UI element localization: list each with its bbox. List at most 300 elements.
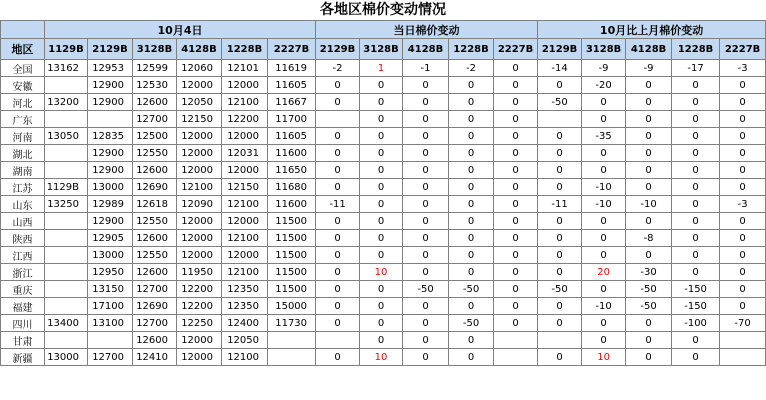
price-cell: 12101 bbox=[222, 60, 268, 77]
day-change-col-header: 2227B bbox=[494, 39, 538, 60]
month-change-cell: 0 bbox=[672, 196, 720, 213]
month-change-cell: -8 bbox=[626, 230, 672, 247]
month-change-cell: 0 bbox=[720, 213, 766, 230]
price-cell: 12900 bbox=[88, 94, 133, 111]
table-row bbox=[1, 145, 766, 162]
day-change-cell: 0 bbox=[449, 128, 494, 145]
table-row bbox=[1, 213, 766, 230]
month-change-cell: 0 bbox=[538, 77, 582, 94]
region-cell: 四川 bbox=[1, 315, 45, 332]
price-cell: 12100 bbox=[177, 179, 222, 196]
month-change-cell: 0 bbox=[720, 94, 766, 111]
day-change-cell: 0 bbox=[449, 94, 494, 111]
month-change-cell: 0 bbox=[626, 77, 672, 94]
price-cell: 12410 bbox=[133, 349, 177, 366]
price-cell: 13100 bbox=[88, 315, 133, 332]
table-row bbox=[1, 179, 766, 196]
table-row bbox=[1, 77, 766, 94]
day-change-cell: 0 bbox=[316, 281, 360, 298]
price-cell: 12090 bbox=[177, 196, 222, 213]
price-cell: 11500 bbox=[268, 264, 316, 281]
day-change-col-header: 2129B bbox=[316, 39, 360, 60]
month-change-cell: 0 bbox=[672, 230, 720, 247]
price-cell bbox=[268, 332, 316, 349]
region-cell: 江西 bbox=[1, 247, 45, 264]
month-change-cell: 0 bbox=[672, 77, 720, 94]
price-cell: 12000 bbox=[222, 213, 268, 230]
day-change-cell: 0 bbox=[403, 128, 449, 145]
day-change-cell: 0 bbox=[316, 77, 360, 94]
day-change-cell: 0 bbox=[316, 213, 360, 230]
price-cell: 11605 bbox=[268, 77, 316, 94]
day-change-cell: 0 bbox=[316, 162, 360, 179]
price-cell: 11500 bbox=[268, 281, 316, 298]
day-change-cell: 0 bbox=[494, 179, 538, 196]
month-change-cell: 0 bbox=[672, 111, 720, 128]
price-cell: 12500 bbox=[133, 128, 177, 145]
table-row bbox=[1, 128, 766, 145]
month-change-cell: -50 bbox=[538, 94, 582, 111]
day-change-cell: 0 bbox=[360, 179, 403, 196]
month-change-cell: 0 bbox=[538, 247, 582, 264]
price-table bbox=[0, 20, 766, 366]
table-row bbox=[1, 298, 766, 315]
price-cell: 12700 bbox=[133, 111, 177, 128]
day-change-cell: 0 bbox=[360, 145, 403, 162]
month-change-cell: 0 bbox=[720, 179, 766, 196]
month-change-cell: 0 bbox=[538, 298, 582, 315]
price-cell: 12000 bbox=[177, 77, 222, 94]
region-cell: 陕西 bbox=[1, 230, 45, 247]
month-change-cell bbox=[720, 349, 766, 366]
day-change-cell bbox=[494, 349, 538, 366]
month-change-cell: 0 bbox=[672, 213, 720, 230]
day-change-cell: 0 bbox=[494, 145, 538, 162]
month-change-cell bbox=[538, 111, 582, 128]
day-change-cell: -2 bbox=[316, 60, 360, 77]
month-change-cell: 0 bbox=[582, 111, 626, 128]
day-change-cell: 0 bbox=[494, 315, 538, 332]
price-cell: 12000 bbox=[177, 162, 222, 179]
region-cell: 湖南 bbox=[1, 162, 45, 179]
price-cell: 12000 bbox=[177, 230, 222, 247]
price-col-header: 2129B bbox=[88, 39, 133, 60]
month-change-cell: 0 bbox=[672, 179, 720, 196]
day-change-cell: 0 bbox=[316, 315, 360, 332]
month-change-cell: -11 bbox=[538, 196, 582, 213]
month-change-cell: 0 bbox=[626, 213, 672, 230]
day-change-cell: 0 bbox=[360, 332, 403, 349]
day-change-cell: 0 bbox=[316, 349, 360, 366]
price-cell: 12900 bbox=[88, 145, 133, 162]
month-change-cell: -17 bbox=[672, 60, 720, 77]
price-cell: 11600 bbox=[268, 145, 316, 162]
month-change-cell: 0 bbox=[538, 349, 582, 366]
price-cell: 12050 bbox=[222, 332, 268, 349]
price-cell: 12600 bbox=[133, 264, 177, 281]
day-change-cell: 0 bbox=[360, 111, 403, 128]
price-cell: 12000 bbox=[222, 77, 268, 94]
price-cell: 12900 bbox=[88, 213, 133, 230]
price-cell bbox=[45, 264, 88, 281]
month-change-cell: -10 bbox=[582, 179, 626, 196]
price-cell: 12618 bbox=[133, 196, 177, 213]
price-cell: 13000 bbox=[88, 247, 133, 264]
day-change-cell: -1 bbox=[403, 60, 449, 77]
price-cell: 11600 bbox=[268, 196, 316, 213]
price-cell: 12150 bbox=[222, 179, 268, 196]
month-change-cell: -150 bbox=[672, 298, 720, 315]
month-change-cell: 0 bbox=[672, 162, 720, 179]
month-change-col-header: 3128B bbox=[582, 39, 626, 60]
table-row bbox=[1, 111, 766, 128]
header-blank bbox=[1, 21, 45, 39]
price-cell: 12060 bbox=[177, 60, 222, 77]
month-change-cell: 0 bbox=[672, 264, 720, 281]
month-change-cell: -70 bbox=[720, 315, 766, 332]
price-cell: 11605 bbox=[268, 128, 316, 145]
price-cell: 12031 bbox=[222, 145, 268, 162]
month-change-cell: 0 bbox=[626, 162, 672, 179]
month-change-cell: -3 bbox=[720, 60, 766, 77]
day-change-cell: 0 bbox=[316, 94, 360, 111]
price-cell: 12550 bbox=[133, 247, 177, 264]
month-change-cell: 0 bbox=[626, 179, 672, 196]
price-col-header: 1129B bbox=[45, 39, 88, 60]
header-row-groups bbox=[1, 21, 766, 39]
month-change-cell: 0 bbox=[538, 230, 582, 247]
table-row bbox=[1, 196, 766, 213]
header-row-columns bbox=[1, 39, 766, 60]
price-cell: 12100 bbox=[222, 230, 268, 247]
day-change-cell: 10 bbox=[360, 264, 403, 281]
price-cell: 12900 bbox=[88, 77, 133, 94]
day-change-cell: 0 bbox=[494, 111, 538, 128]
day-change-cell: 0 bbox=[449, 213, 494, 230]
month-change-col-header: 4128B bbox=[626, 39, 672, 60]
price-cell: 12700 bbox=[88, 349, 133, 366]
price-cell: 13162 bbox=[45, 60, 88, 77]
price-cell: 1129B bbox=[45, 179, 88, 196]
price-cell bbox=[88, 332, 133, 349]
month-change-col-header: 1228B bbox=[672, 39, 720, 60]
price-cell bbox=[45, 247, 88, 264]
day-change-cell: 0 bbox=[360, 247, 403, 264]
price-cell: 12100 bbox=[222, 264, 268, 281]
month-change-cell: -35 bbox=[582, 128, 626, 145]
month-change-cell: -150 bbox=[672, 281, 720, 298]
month-change-cell: 0 bbox=[720, 264, 766, 281]
month-change-col-header: 2227B bbox=[720, 39, 766, 60]
price-cell: 12900 bbox=[88, 162, 133, 179]
month-change-cell: 0 bbox=[626, 111, 672, 128]
price-cell: 12050 bbox=[177, 94, 222, 111]
table-row bbox=[1, 94, 766, 111]
day-change-cell: 0 bbox=[403, 179, 449, 196]
day-change-cell: 0 bbox=[360, 315, 403, 332]
price-cell: 11680 bbox=[268, 179, 316, 196]
month-change-cell: -20 bbox=[582, 77, 626, 94]
price-cell bbox=[268, 349, 316, 366]
table-row bbox=[1, 281, 766, 298]
price-cell: 12700 bbox=[133, 281, 177, 298]
price-cell: 13000 bbox=[88, 179, 133, 196]
day-change-cell: 0 bbox=[403, 111, 449, 128]
day-change-cell: 0 bbox=[316, 128, 360, 145]
table-row bbox=[1, 162, 766, 179]
day-change-cell: 0 bbox=[449, 162, 494, 179]
day-change-cell: 0 bbox=[449, 111, 494, 128]
day-change-cell: 0 bbox=[403, 315, 449, 332]
day-change-cell: 0 bbox=[360, 298, 403, 315]
price-cell bbox=[45, 298, 88, 315]
month-change-cell: -14 bbox=[538, 60, 582, 77]
price-cell: 12690 bbox=[133, 179, 177, 196]
day-change-cell: 0 bbox=[449, 247, 494, 264]
month-change-cell: 0 bbox=[720, 298, 766, 315]
day-change-cell: 0 bbox=[494, 213, 538, 230]
month-change-cell: 0 bbox=[720, 111, 766, 128]
price-cell: 12150 bbox=[177, 111, 222, 128]
price-cell: 11730 bbox=[268, 315, 316, 332]
day-change-cell: 0 bbox=[494, 60, 538, 77]
price-col-header: 1228B bbox=[222, 39, 268, 60]
price-col-header: 2227B bbox=[268, 39, 316, 60]
price-cell: 12000 bbox=[177, 128, 222, 145]
price-cell: 13000 bbox=[45, 349, 88, 366]
group-day-change-header: 当日棉价变动 bbox=[316, 21, 538, 39]
price-cell: 11667 bbox=[268, 94, 316, 111]
price-cell: 15000 bbox=[268, 298, 316, 315]
region-cell: 全国 bbox=[1, 60, 45, 77]
price-cell: 12000 bbox=[177, 145, 222, 162]
month-change-cell: 10 bbox=[582, 349, 626, 366]
month-change-cell: 0 bbox=[720, 281, 766, 298]
price-cell: 12350 bbox=[222, 298, 268, 315]
price-cell: 12200 bbox=[177, 281, 222, 298]
day-change-cell: 0 bbox=[449, 349, 494, 366]
month-change-cell: -9 bbox=[582, 60, 626, 77]
table-row bbox=[1, 315, 766, 332]
region-cell: 福建 bbox=[1, 298, 45, 315]
day-change-cell: 0 bbox=[316, 145, 360, 162]
month-change-cell bbox=[720, 332, 766, 349]
price-cell: 12350 bbox=[222, 281, 268, 298]
day-change-cell: -50 bbox=[449, 315, 494, 332]
month-change-cell: 0 bbox=[720, 77, 766, 94]
day-change-col-header: 4128B bbox=[403, 39, 449, 60]
table-row bbox=[1, 247, 766, 264]
month-change-cell: 0 bbox=[582, 145, 626, 162]
day-change-cell bbox=[494, 332, 538, 349]
day-change-cell: 0 bbox=[494, 77, 538, 94]
price-cell: 12599 bbox=[133, 60, 177, 77]
price-cell bbox=[88, 111, 133, 128]
day-change-cell: 0 bbox=[403, 77, 449, 94]
table-row bbox=[1, 60, 766, 77]
price-cell: 12100 bbox=[222, 196, 268, 213]
month-change-cell: 0 bbox=[672, 94, 720, 111]
day-change-cell: -11 bbox=[316, 196, 360, 213]
month-change-cell: 0 bbox=[720, 128, 766, 145]
day-change-cell: 0 bbox=[449, 179, 494, 196]
day-change-cell: 0 bbox=[403, 264, 449, 281]
month-change-cell: -3 bbox=[720, 196, 766, 213]
month-change-cell bbox=[538, 332, 582, 349]
day-change-cell: 0 bbox=[403, 230, 449, 247]
region-cell: 河南 bbox=[1, 128, 45, 145]
price-cell: 12000 bbox=[177, 247, 222, 264]
day-change-cell: 0 bbox=[494, 162, 538, 179]
month-change-cell: 0 bbox=[672, 247, 720, 264]
day-change-cell: 0 bbox=[403, 196, 449, 213]
price-cell: 13400 bbox=[45, 315, 88, 332]
month-change-cell: 0 bbox=[538, 162, 582, 179]
day-change-cell: 0 bbox=[449, 77, 494, 94]
month-change-cell: 0 bbox=[582, 213, 626, 230]
region-header: 地区 bbox=[1, 39, 45, 60]
price-cell: 12835 bbox=[88, 128, 133, 145]
price-cell: 11500 bbox=[268, 230, 316, 247]
price-cell bbox=[45, 111, 88, 128]
month-change-cell: 0 bbox=[720, 162, 766, 179]
day-change-cell: -2 bbox=[449, 60, 494, 77]
region-cell: 广东 bbox=[1, 111, 45, 128]
price-cell: 12000 bbox=[177, 213, 222, 230]
month-change-cell: 0 bbox=[626, 128, 672, 145]
day-change-cell: 0 bbox=[316, 264, 360, 281]
month-change-cell: 0 bbox=[582, 332, 626, 349]
month-change-cell: 0 bbox=[672, 145, 720, 162]
day-change-cell: 0 bbox=[360, 94, 403, 111]
day-change-cell: 0 bbox=[360, 230, 403, 247]
day-change-cell: 0 bbox=[449, 196, 494, 213]
price-cell bbox=[45, 281, 88, 298]
region-cell: 山东 bbox=[1, 196, 45, 213]
price-cell: 12600 bbox=[133, 332, 177, 349]
price-cell bbox=[45, 162, 88, 179]
month-change-cell: 0 bbox=[626, 145, 672, 162]
month-change-cell: -10 bbox=[582, 196, 626, 213]
price-cell: 11650 bbox=[268, 162, 316, 179]
day-change-cell: 0 bbox=[360, 196, 403, 213]
month-change-cell: 0 bbox=[582, 162, 626, 179]
day-change-cell: 0 bbox=[403, 162, 449, 179]
month-change-cell: 0 bbox=[672, 349, 720, 366]
day-change-cell: 0 bbox=[403, 247, 449, 264]
month-change-cell: 0 bbox=[720, 247, 766, 264]
month-change-cell: 0 bbox=[626, 247, 672, 264]
price-cell: 11500 bbox=[268, 213, 316, 230]
month-change-col-header: 2129B bbox=[538, 39, 582, 60]
day-change-cell: 0 bbox=[360, 281, 403, 298]
price-cell: 11700 bbox=[268, 111, 316, 128]
region-cell: 甘肃 bbox=[1, 332, 45, 349]
group-date-header: 10月4日 bbox=[45, 21, 316, 39]
month-change-cell: 0 bbox=[672, 332, 720, 349]
day-change-cell: 0 bbox=[449, 264, 494, 281]
table-row bbox=[1, 264, 766, 281]
price-cell: 17100 bbox=[88, 298, 133, 315]
month-change-cell: 0 bbox=[720, 230, 766, 247]
table-row bbox=[1, 230, 766, 247]
region-cell: 江苏 bbox=[1, 179, 45, 196]
day-change-cell: 1 bbox=[360, 60, 403, 77]
price-cell bbox=[45, 77, 88, 94]
price-cell bbox=[45, 332, 88, 349]
day-change-cell: 0 bbox=[403, 298, 449, 315]
day-change-cell: 0 bbox=[494, 281, 538, 298]
price-cell: 13200 bbox=[45, 94, 88, 111]
table-body bbox=[1, 60, 766, 366]
price-cell: 12550 bbox=[133, 213, 177, 230]
price-cell: 11619 bbox=[268, 60, 316, 77]
price-cell: 12100 bbox=[222, 349, 268, 366]
region-cell: 重庆 bbox=[1, 281, 45, 298]
day-change-cell: -50 bbox=[403, 281, 449, 298]
month-change-cell: 0 bbox=[538, 145, 582, 162]
price-cell: 13250 bbox=[45, 196, 88, 213]
month-change-cell: 20 bbox=[582, 264, 626, 281]
table-row bbox=[1, 332, 766, 349]
region-cell: 山西 bbox=[1, 213, 45, 230]
day-change-cell: 0 bbox=[316, 247, 360, 264]
price-cell: 12700 bbox=[133, 315, 177, 332]
price-cell: 12600 bbox=[133, 162, 177, 179]
day-change-cell: 0 bbox=[494, 196, 538, 213]
day-change-cell: 0 bbox=[494, 298, 538, 315]
day-change-cell: 0 bbox=[494, 128, 538, 145]
month-change-cell: -30 bbox=[626, 264, 672, 281]
month-change-cell: -10 bbox=[582, 298, 626, 315]
day-change-cell: 0 bbox=[316, 179, 360, 196]
day-change-cell: 0 bbox=[494, 264, 538, 281]
price-cell: 12000 bbox=[222, 128, 268, 145]
month-change-cell: 0 bbox=[538, 315, 582, 332]
day-change-cell: 0 bbox=[360, 162, 403, 179]
region-cell: 湖北 bbox=[1, 145, 45, 162]
month-change-cell: -9 bbox=[626, 60, 672, 77]
day-change-cell: 0 bbox=[449, 230, 494, 247]
month-change-cell: 0 bbox=[582, 247, 626, 264]
month-change-cell: 0 bbox=[582, 281, 626, 298]
price-cell: 12000 bbox=[222, 247, 268, 264]
price-col-header: 4128B bbox=[177, 39, 222, 60]
table-row bbox=[1, 349, 766, 366]
price-cell: 12000 bbox=[222, 162, 268, 179]
month-change-cell: 0 bbox=[626, 94, 672, 111]
price-cell bbox=[45, 230, 88, 247]
day-change-cell: 0 bbox=[449, 332, 494, 349]
price-cell: 12200 bbox=[222, 111, 268, 128]
day-change-cell: 10 bbox=[360, 349, 403, 366]
day-change-cell: 0 bbox=[403, 94, 449, 111]
month-change-cell: 0 bbox=[538, 128, 582, 145]
month-change-cell: 0 bbox=[720, 145, 766, 162]
month-change-cell: -100 bbox=[672, 315, 720, 332]
month-change-cell: 0 bbox=[626, 332, 672, 349]
month-change-cell: 0 bbox=[582, 315, 626, 332]
price-cell: 12600 bbox=[133, 230, 177, 247]
region-cell: 浙江 bbox=[1, 264, 45, 281]
month-change-cell: 0 bbox=[538, 264, 582, 281]
price-cell: 12000 bbox=[177, 332, 222, 349]
price-cell: 12690 bbox=[133, 298, 177, 315]
day-change-cell: 0 bbox=[403, 349, 449, 366]
month-change-cell: 0 bbox=[538, 179, 582, 196]
price-cell: 11950 bbox=[177, 264, 222, 281]
price-cell: 12000 bbox=[177, 349, 222, 366]
